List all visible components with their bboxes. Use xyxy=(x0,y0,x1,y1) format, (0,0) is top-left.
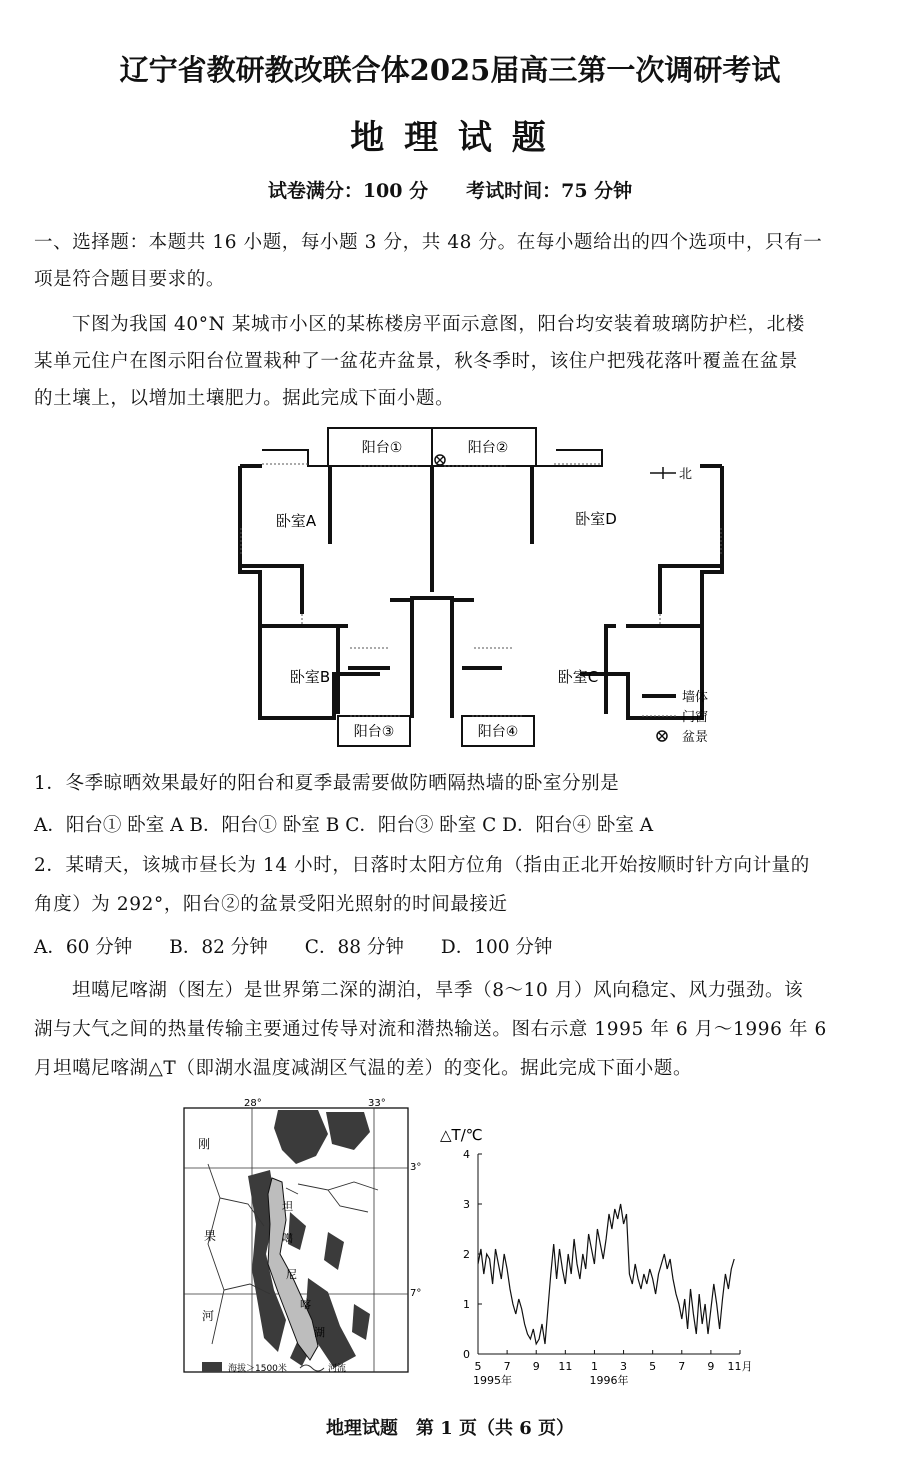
question-2-line2: 角度）为 292°，阳台②的盆景受阳光照射的时间最接近 xyxy=(34,894,508,915)
exam-meta: 试卷满分：100 分 考试时间：75 分钟 xyxy=(267,180,633,202)
question-2-options: A．60 分钟 B．82 分钟 C．88 分钟 D．100 分钟 xyxy=(34,937,553,958)
legend-plant-icon xyxy=(657,731,667,741)
intro1-line1: 下图为我国 40°N 某城市小区的某栋楼房平面示意图，阳台均安装着玻璃防护栏，北楼 xyxy=(72,314,805,335)
chart-x-tick-label: 9 xyxy=(532,1360,540,1373)
bedroom-b-label: 卧室B xyxy=(289,668,331,686)
lake-char-3: 尼 xyxy=(286,1268,297,1281)
chart-x-tick-label: 5 xyxy=(649,1360,657,1373)
chart-y-tick-label: 2 xyxy=(463,1248,470,1261)
lake-char-2: 噶 xyxy=(282,1232,293,1245)
legend-wall-label: 墙体 xyxy=(682,690,709,705)
intro2-line3: 月坦噶尼喀湖△T（即湖水温度减湖区气温的差）的变化。据此完成下面小题。 xyxy=(34,1058,693,1079)
lake-char-4: 喀 xyxy=(300,1298,311,1311)
chart-x-tick-label: 1 xyxy=(590,1360,598,1373)
legend-plant-label: 盆景 xyxy=(682,730,709,745)
question-1-options: A．阳台① 卧室 A B．阳台① 卧室 B C．阳台③ 卧室 C D．阳台④ 卧室 A xyxy=(34,815,654,836)
question-1-stem: 1．冬季晾晒效果最好的阳台和夏季最需要做防晒隔热墙的卧室分别是 xyxy=(34,773,620,794)
subject-title: 地 理 试 题 xyxy=(350,118,550,158)
chart-x-tick-label: 3 xyxy=(620,1360,628,1373)
chart-x-tick-label: 11 xyxy=(558,1360,573,1373)
north-arrow-icon xyxy=(650,467,676,479)
chart-x-tick-label: 11月 xyxy=(727,1360,753,1373)
lake-char-5: 湖 xyxy=(314,1326,325,1339)
intro2-line1: 坦噶尼喀湖（图左）是世界第二深的湖泊，旱季（8～10 月）风向稳定、风力强劲。该 xyxy=(72,980,804,1001)
intro2-line2: 湖与大气之间的热量传输主要通过传导对流和潜热输送。图右示意 1995 年 6 月～1996 年 6 xyxy=(34,1019,827,1040)
map-legend-elevation: 海拔＞1500米 xyxy=(228,1364,287,1374)
chart-x-tick-label: 7 xyxy=(503,1360,511,1373)
map-lat-3: 3° xyxy=(410,1162,422,1173)
chart-x-tick-label: 5 xyxy=(474,1360,482,1373)
delta-t-series-line xyxy=(478,1204,734,1344)
exam-title: 辽宁省教研教改联合体2025届高三第一次调研考试 xyxy=(119,53,781,87)
map-legend-river: 河流 xyxy=(328,1364,347,1374)
page-footer: 地理试题 第 1 页（共 6 页） xyxy=(325,1418,575,1439)
lake-char-1: 坦 xyxy=(282,1200,293,1213)
chart-y-label: △T/℃ xyxy=(440,1126,483,1144)
section-instruction-line2: 项是符合题目要求的。 xyxy=(34,269,226,290)
legend-window-label: 门窗 xyxy=(682,710,709,725)
bedroom-c-label: 卧室C xyxy=(557,668,599,686)
question-2-line1: 2．某晴天，该城市昼长为 14 小时，日落时太阳方位角（指由正北开始按顺时针方向计量的 xyxy=(34,855,810,876)
chart-y-tick-label: 0 xyxy=(463,1348,470,1361)
chart-y-tick-label: 4 xyxy=(463,1148,470,1161)
intro1-line2: 某单元住户在图示阳台位置栽种了一盆花卉盆景，秋冬季时，该住户把残花落叶覆盖在盆景 xyxy=(34,351,799,372)
map-lon-33: 33° xyxy=(368,1098,386,1109)
chart-y-tick-label: 3 xyxy=(463,1198,470,1211)
floor-plan-diagram xyxy=(230,424,730,750)
intro1-line3: 的土壤上，以增加土壤肥力。据此完成下面小题。 xyxy=(34,388,455,409)
section-instruction-line1: 一、选择题：本题共 16 小题，每小题 3 分，共 48 分。在每小题给出的四个选项中，只有一 xyxy=(34,232,823,253)
chart-year-1995: 1995年 xyxy=(473,1374,513,1387)
bedroom-a-label: 卧室A xyxy=(275,512,317,530)
chart-x-tick-label: 7 xyxy=(678,1360,686,1373)
congo-char-2: 果 xyxy=(204,1229,217,1243)
balcony-3-label: 阳台③ xyxy=(353,724,395,740)
balcony-4-label: 阳台④ xyxy=(477,724,519,740)
balcony-1-label: 阳台① xyxy=(361,440,403,456)
bedroom-d-label: 卧室D xyxy=(575,510,617,528)
delta-t-chart xyxy=(430,1116,760,1394)
lake-tanganyika-map xyxy=(178,1094,422,1394)
balcony-2-label: 阳台② xyxy=(467,440,509,456)
plant-pot-icon xyxy=(435,455,445,465)
map-lon-28: 28° xyxy=(244,1098,262,1109)
congo-char-1: 刚 xyxy=(198,1137,211,1151)
chart-y-tick-label: 1 xyxy=(463,1298,470,1311)
map-lat-7: 7° xyxy=(410,1288,422,1299)
chart-year-1996: 1996年 xyxy=(589,1374,629,1387)
north-label: 北 xyxy=(679,467,693,482)
chart-x-tick-label: 9 xyxy=(707,1360,715,1373)
congo-char-3: 河 xyxy=(202,1309,215,1323)
